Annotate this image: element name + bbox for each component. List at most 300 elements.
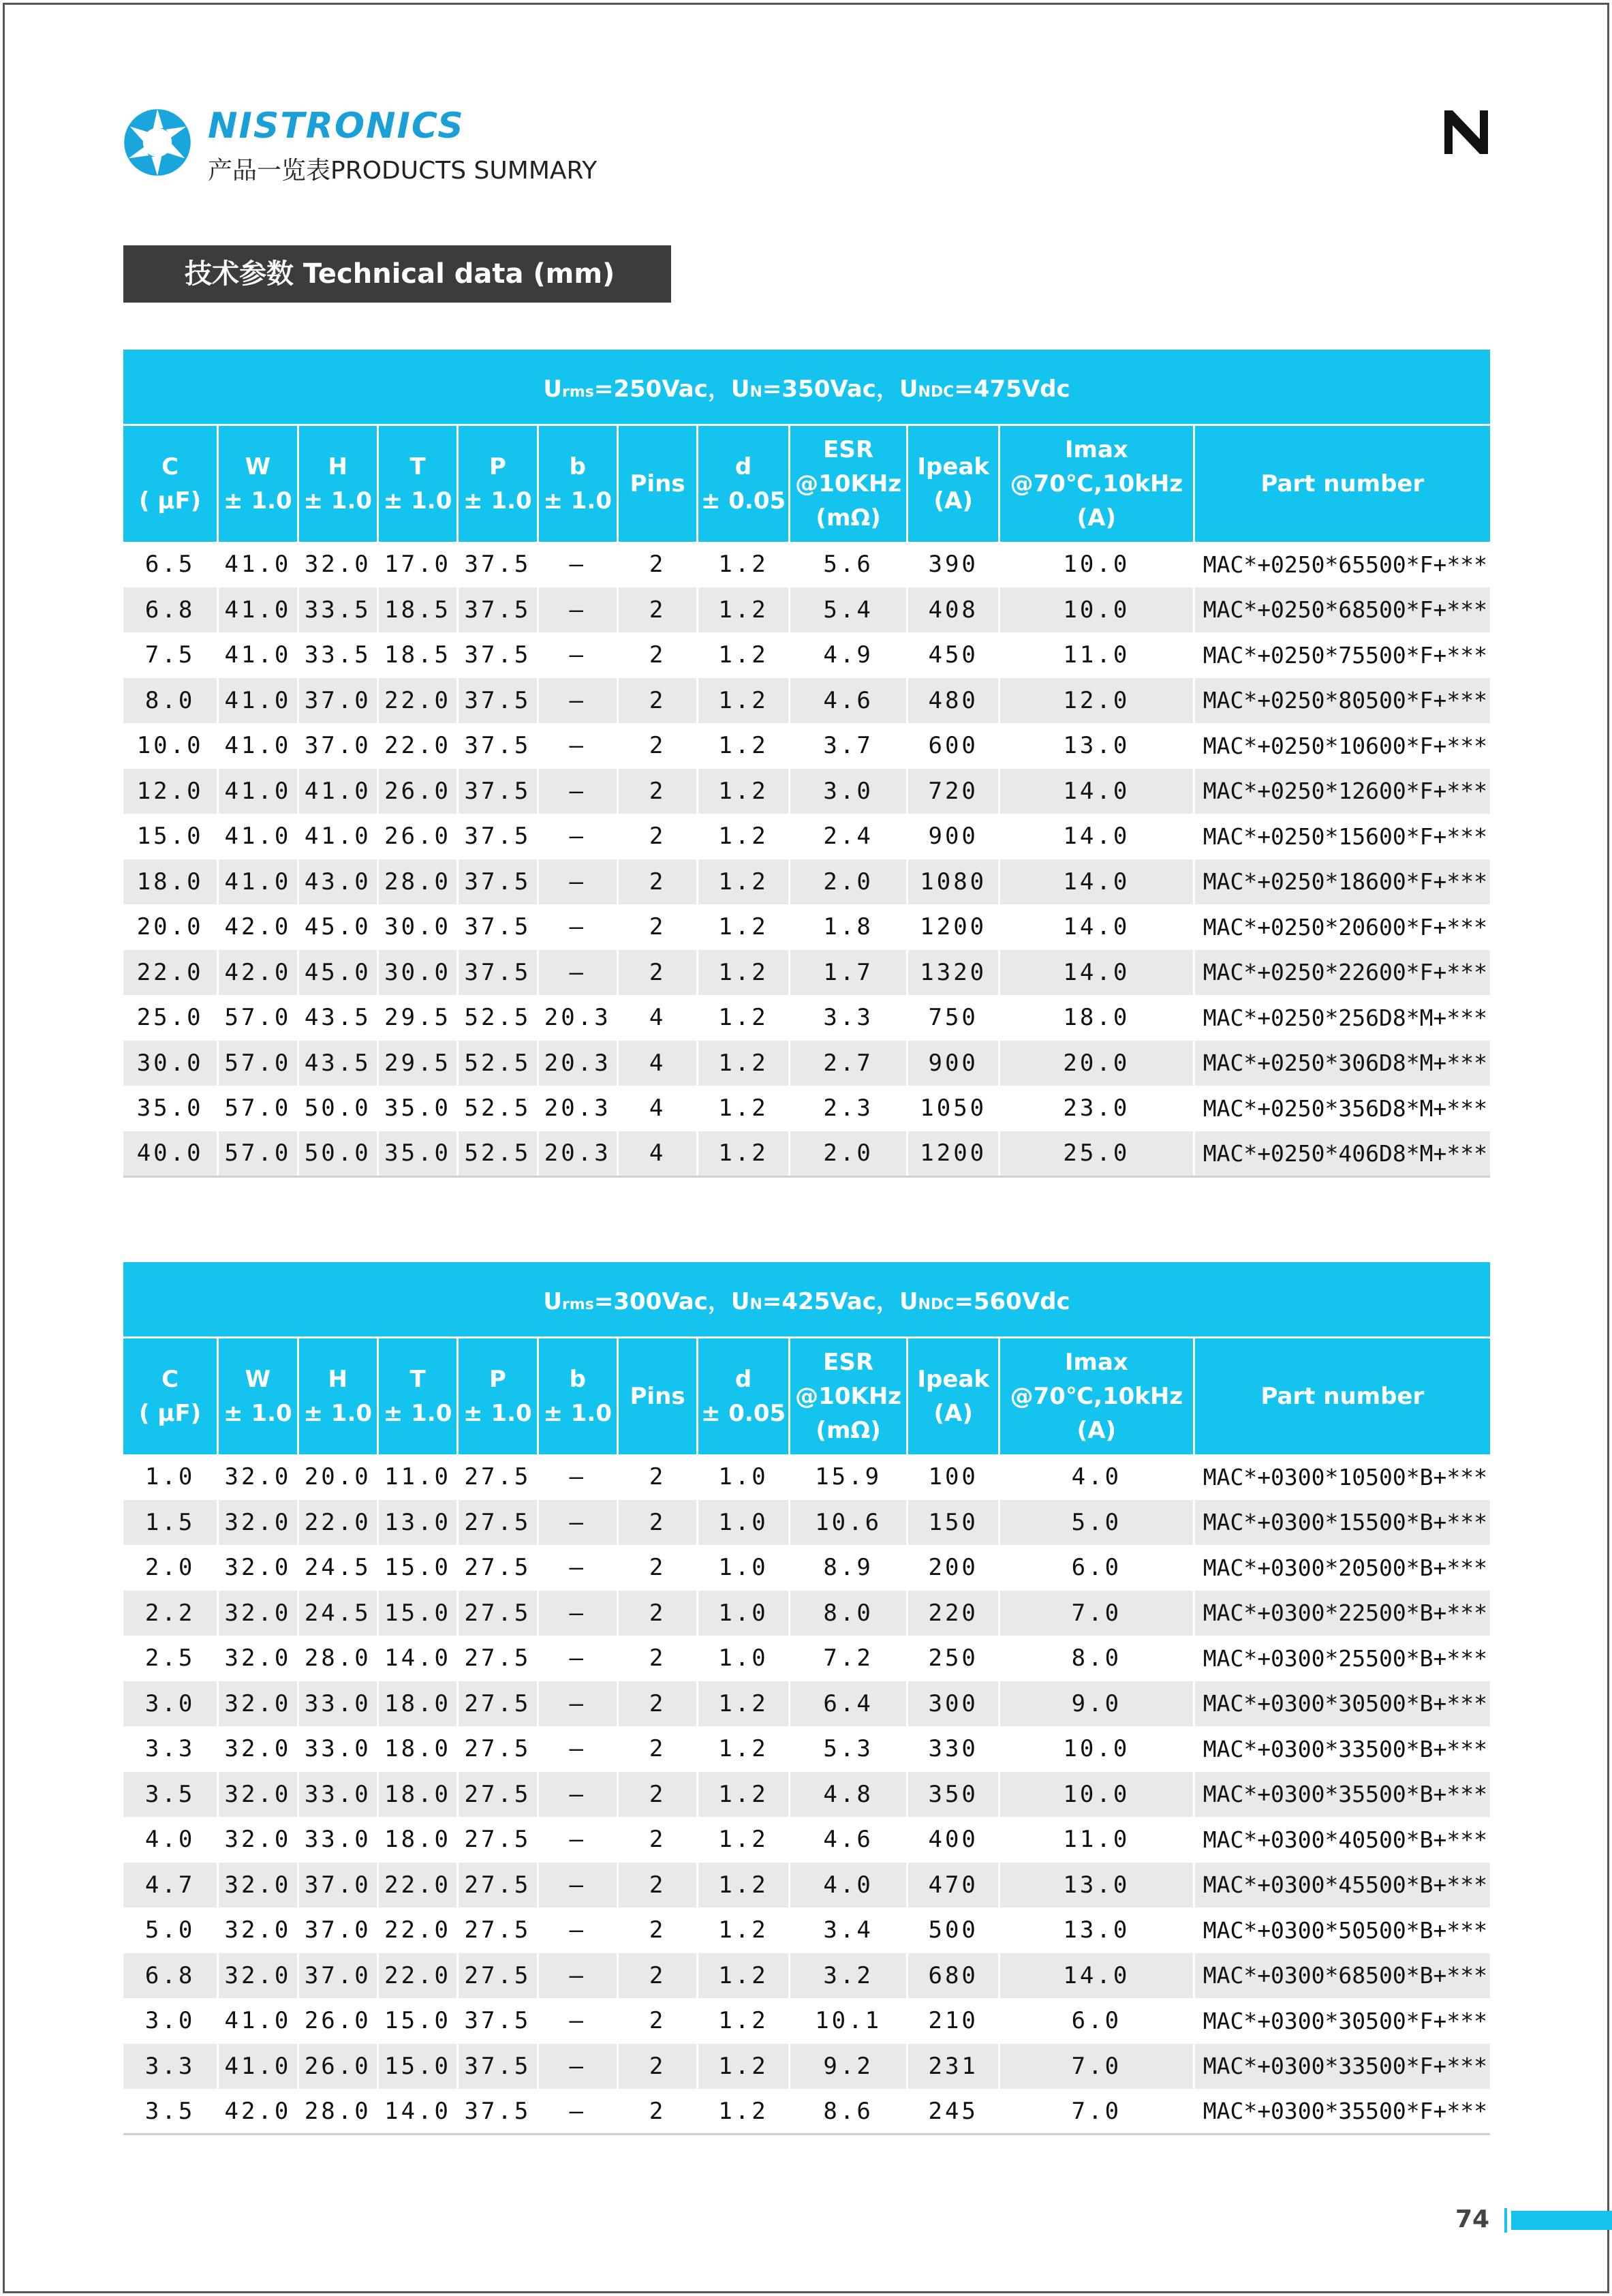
cell-w: 41.0: [218, 542, 298, 587]
cell-w: 32.0: [218, 1636, 298, 1681]
cell-part-number: MAC*+0300*30500*F+***: [1194, 1998, 1490, 2044]
cell-p: 27.5: [458, 1500, 538, 1546]
urms-label: Urms=300Vac，: [543, 1287, 731, 1315]
col-header-line: ± 1.0: [303, 487, 373, 515]
cell-t: 15.0: [377, 1545, 457, 1591]
table-row: [123, 1545, 1490, 1591]
cell-part-number: MAC*+0300*35500*F+***: [1194, 2089, 1490, 2134]
col-header-line: ESR: [823, 1348, 874, 1376]
cell-h: 20.0: [298, 1454, 377, 1500]
cell-esr: 5.6: [789, 542, 907, 587]
cell-t: 15.0: [377, 1998, 457, 2044]
cell-part-number: MAC*+0300*68500*B+***: [1194, 1953, 1490, 1999]
table-row: [123, 769, 1490, 814]
cell-pins: 2: [617, 950, 697, 996]
col-header-line: ESR: [823, 435, 874, 463]
cell-ipeak: 245: [908, 2089, 999, 2134]
cell-t: 18.5: [377, 632, 457, 678]
col-header-line: (A): [933, 1399, 973, 1427]
col-header-line: Imax: [1064, 435, 1128, 463]
cell-imax: 9.0: [999, 1681, 1194, 1727]
cell-ipeak: 1050: [908, 1086, 999, 1131]
cell-c: 1.5: [123, 1500, 218, 1546]
brand-mark-icon: [1439, 105, 1493, 159]
cell-p: 27.5: [458, 1636, 538, 1681]
col-header-line: b: [569, 453, 586, 480]
cell-b: –: [538, 1998, 617, 2044]
table-row: [123, 587, 1490, 633]
col-header-line: (A): [1076, 504, 1117, 532]
cell-w: 41.0: [218, 632, 298, 678]
cell-h: 50.0: [298, 1131, 377, 1177]
cell-part-number: MAC*+0250*80500*F+***: [1194, 678, 1490, 724]
cell-h: 33.0: [298, 1817, 377, 1863]
cell-imax: 11.0: [999, 1817, 1194, 1863]
col-header-line: @70℃,10kHz: [1010, 470, 1183, 498]
cell-pins: 4: [617, 1041, 697, 1086]
cell-p: 37.5: [458, 950, 538, 996]
table-row: [123, 1681, 1490, 1727]
table-header-row: [123, 1337, 1490, 1454]
cell-esr: 8.6: [789, 2089, 907, 2134]
cell-esr: 10.1: [789, 1998, 907, 2044]
cell-t: 29.5: [377, 1041, 457, 1086]
cell-d: 1.0: [698, 1454, 790, 1500]
cell-t: 29.5: [377, 995, 457, 1041]
col-header-line: ± 0.05: [700, 1399, 786, 1427]
cell-p: 27.5: [458, 1681, 538, 1727]
cell-h: 37.0: [298, 1953, 377, 1999]
table-row: [123, 1131, 1490, 1177]
col-header-line: ( μF): [139, 487, 202, 515]
cell-pins: 2: [617, 859, 697, 905]
cell-t: 13.0: [377, 1500, 457, 1546]
cell-esr: 5.4: [789, 587, 907, 633]
cell-imax: 10.0: [999, 587, 1194, 633]
page-bar: [1511, 2211, 1612, 2230]
cell-t: 26.0: [377, 814, 457, 859]
cell-ipeak: 720: [908, 769, 999, 814]
cell-b: –: [538, 1500, 617, 1546]
cell-c: 3.5: [123, 2089, 218, 2134]
cell-b: 20.3: [538, 1086, 617, 1131]
cell-pins: 2: [617, 1998, 697, 2044]
cell-p: 27.5: [458, 1591, 538, 1636]
cell-c: 4.7: [123, 1863, 218, 1908]
cell-d: 1.2: [698, 542, 790, 587]
cell-p: 37.5: [458, 632, 538, 678]
cell-b: –: [538, 1636, 617, 1681]
col-header-line: P: [489, 453, 506, 480]
table-row: [123, 1772, 1490, 1818]
cell-ipeak: 200: [908, 1545, 999, 1591]
cell-t: 18.0: [377, 1772, 457, 1818]
col-header-line: Imax: [1064, 1348, 1128, 1376]
cell-imax: 8.0: [999, 1636, 1194, 1681]
table-row: [123, 1636, 1490, 1681]
cell-h: 26.0: [298, 2044, 377, 2090]
cell-h: 37.0: [298, 1863, 377, 1908]
col-header-pins: [617, 1337, 697, 1454]
cell-h: 41.0: [298, 814, 377, 859]
col-header-t: [377, 1337, 457, 1454]
cell-ipeak: 231: [908, 2044, 999, 2090]
cell-pins: 2: [617, 769, 697, 814]
cell-d: 1.0: [698, 1636, 790, 1681]
cell-c: 15.0: [123, 814, 218, 859]
undc-label: UNDC=560Vdc: [899, 1287, 1070, 1315]
cell-d: 1.2: [698, 1041, 790, 1086]
cell-c: 25.0: [123, 995, 218, 1041]
cell-p: 52.5: [458, 1086, 538, 1131]
page-number: 74: [1455, 2205, 1490, 2233]
cell-w: 32.0: [218, 1545, 298, 1591]
cell-part-number: MAC*+0250*75500*F+***: [1194, 632, 1490, 678]
cell-d: 1.0: [698, 1545, 790, 1591]
cell-h: 37.0: [298, 1908, 377, 1953]
cell-w: 42.0: [218, 950, 298, 996]
cell-d: 1.0: [698, 1591, 790, 1636]
cell-c: 3.5: [123, 1772, 218, 1818]
cell-b: –: [538, 2089, 617, 2134]
col-header-line: P: [489, 1365, 506, 1393]
col-header-line: ± 1.0: [223, 1399, 292, 1427]
col-header-d: [698, 425, 790, 542]
cell-part-number: MAC*+0250*22600*F+***: [1194, 950, 1490, 996]
cell-p: 37.5: [458, 904, 538, 950]
cell-pins: 2: [617, 1863, 697, 1908]
table-row: [123, 1998, 1490, 2044]
cell-imax: 14.0: [999, 859, 1194, 905]
cell-part-number: MAC*+0250*356D8*M+***: [1194, 1086, 1490, 1131]
col-header-line: C: [161, 453, 179, 480]
cell-h: 37.0: [298, 678, 377, 724]
cell-c: 4.0: [123, 1817, 218, 1863]
cell-p: 37.5: [458, 859, 538, 905]
cell-c: 6.8: [123, 587, 218, 633]
col-header-c: [123, 1337, 218, 1454]
cell-esr: 8.9: [789, 1545, 907, 1591]
cell-d: 1.2: [698, 859, 790, 905]
table-row: [123, 859, 1490, 905]
cell-esr: 10.6: [789, 1500, 907, 1546]
cell-b: –: [538, 2044, 617, 2090]
cell-ipeak: 250: [908, 1636, 999, 1681]
col-header-line: (A): [1076, 1416, 1117, 1444]
col-header-line: T: [409, 453, 426, 480]
cell-t: 18.5: [377, 587, 457, 633]
spec-table-250vac: [123, 350, 1490, 1178]
cell-ipeak: 680: [908, 1953, 999, 1999]
cell-pins: 2: [617, 1726, 697, 1772]
table-row: [123, 542, 1490, 587]
cell-pins: 2: [617, 2089, 697, 2134]
col-header-part-number: [1194, 425, 1490, 542]
cell-p: 37.5: [458, 2044, 538, 2090]
col-header-ipeak: [908, 425, 999, 542]
cell-pins: 2: [617, 1500, 697, 1546]
table-row: [123, 1817, 1490, 1863]
table-row: [123, 814, 1490, 859]
cell-pins: 2: [617, 1681, 697, 1727]
cell-h: 24.5: [298, 1545, 377, 1591]
cell-imax: 7.0: [999, 1591, 1194, 1636]
cell-d: 1.2: [698, 1681, 790, 1727]
cell-imax: 14.0: [999, 904, 1194, 950]
cell-ipeak: 480: [908, 678, 999, 724]
cell-b: –: [538, 950, 617, 996]
cell-esr: 15.9: [789, 1454, 907, 1500]
table-row: [123, 2044, 1490, 2090]
cell-h: 28.0: [298, 2089, 377, 2134]
cell-d: 1.2: [698, 950, 790, 996]
logo-icon: [121, 106, 193, 179]
col-header-line: Ipeak: [917, 453, 989, 480]
cell-b: –: [538, 1772, 617, 1818]
table-condition: [123, 1262, 1490, 1337]
cell-w: 32.0: [218, 1772, 298, 1818]
cell-imax: 13.0: [999, 1908, 1194, 1953]
col-header-p: [458, 425, 538, 542]
cell-ipeak: 1200: [908, 904, 999, 950]
cell-esr: 4.6: [789, 678, 907, 724]
cell-part-number: MAC*+0250*18600*F+***: [1194, 859, 1490, 905]
cell-pins: 2: [617, 587, 697, 633]
table-condition: [123, 350, 1490, 425]
cell-esr: 2.0: [789, 859, 907, 905]
cell-w: 57.0: [218, 1131, 298, 1177]
cell-imax: 10.0: [999, 542, 1194, 587]
table-body: [123, 542, 1490, 1176]
cell-esr: 3.7: [789, 723, 907, 769]
col-header-line: d: [734, 1365, 752, 1393]
table-row: [123, 904, 1490, 950]
col-header-w: [218, 425, 298, 542]
col-header-line: Part number: [1260, 1382, 1425, 1410]
cell-t: 11.0: [377, 1454, 457, 1500]
cell-part-number: MAC*+0300*10500*B+***: [1194, 1454, 1490, 1500]
cell-d: 1.2: [698, 1772, 790, 1818]
cell-d: 1.2: [698, 1817, 790, 1863]
cell-p: 27.5: [458, 1545, 538, 1591]
cell-b: –: [538, 769, 617, 814]
cell-esr: 2.3: [789, 1086, 907, 1131]
cell-esr: 4.9: [789, 632, 907, 678]
cell-imax: 20.0: [999, 1041, 1194, 1086]
col-header-line: H: [328, 453, 347, 480]
cell-part-number: MAC*+0300*30500*B+***: [1194, 1681, 1490, 1727]
col-header-line: ± 1.0: [543, 1399, 613, 1427]
cell-p: 37.5: [458, 542, 538, 587]
cell-h: 33.0: [298, 1772, 377, 1818]
col-header-line: T: [409, 1365, 426, 1393]
cell-b: –: [538, 723, 617, 769]
cell-imax: 7.0: [999, 2089, 1194, 2134]
cell-h: 33.0: [298, 1681, 377, 1727]
col-header-p: [458, 1337, 538, 1454]
cell-c: 22.0: [123, 950, 218, 996]
col-header-line: @70℃,10kHz: [1010, 1382, 1183, 1410]
cell-part-number: MAC*+0300*40500*B+***: [1194, 1817, 1490, 1863]
cell-pins: 2: [617, 678, 697, 724]
cell-imax: 18.0: [999, 995, 1194, 1041]
cell-c: 1.0: [123, 1454, 218, 1500]
table-row: [123, 1500, 1490, 1546]
table-row: [123, 1863, 1490, 1908]
col-header-line: ± 1.0: [543, 487, 613, 515]
urms-label: Urms=250Vac，: [543, 375, 731, 403]
cell-p: 27.5: [458, 1454, 538, 1500]
cell-esr: 8.0: [789, 1591, 907, 1636]
cell-pins: 4: [617, 995, 697, 1041]
cell-esr: 9.2: [789, 2044, 907, 2090]
cell-pins: 2: [617, 904, 697, 950]
cell-c: 2.0: [123, 1545, 218, 1591]
table-row: [123, 1726, 1490, 1772]
col-header-esr: [789, 425, 907, 542]
cell-esr: 4.6: [789, 1817, 907, 1863]
table-row: [123, 678, 1490, 724]
table-row: [123, 1086, 1490, 1131]
col-header-line: ± 1.0: [303, 1399, 373, 1427]
cell-d: 1.2: [698, 1726, 790, 1772]
cell-w: 57.0: [218, 995, 298, 1041]
un-label: UN=350Vac，: [730, 375, 899, 403]
cell-c: 2.5: [123, 1636, 218, 1681]
cell-h: 41.0: [298, 769, 377, 814]
cell-part-number: MAC*+0300*25500*B+***: [1194, 1636, 1490, 1681]
col-header-line: C: [161, 1365, 179, 1393]
cell-p: 37.5: [458, 769, 538, 814]
cell-t: 18.0: [377, 1681, 457, 1727]
cell-h: 50.0: [298, 1086, 377, 1131]
cell-d: 1.2: [698, 2044, 790, 2090]
cell-w: 57.0: [218, 1086, 298, 1131]
cell-w: 41.0: [218, 678, 298, 724]
cell-ipeak: 450: [908, 632, 999, 678]
cell-b: 20.3: [538, 1131, 617, 1177]
table-row: [123, 1591, 1490, 1636]
cell-ipeak: 408: [908, 587, 999, 633]
col-header-line: @10KHz: [795, 1382, 902, 1410]
cell-w: 42.0: [218, 904, 298, 950]
cell-part-number: MAC*+0300*33500*F+***: [1194, 2044, 1490, 2090]
cell-pins: 2: [617, 723, 697, 769]
col-header-line: ± 1.0: [223, 487, 292, 515]
cell-imax: 14.0: [999, 769, 1194, 814]
cell-h: 45.0: [298, 904, 377, 950]
table-row: [123, 1953, 1490, 1999]
cell-t: 26.0: [377, 769, 457, 814]
cell-pins: 2: [617, 1953, 697, 1999]
cell-ipeak: 1080: [908, 859, 999, 905]
col-header-line: d: [734, 453, 752, 480]
cell-ipeak: 900: [908, 1041, 999, 1086]
cell-imax: 14.0: [999, 950, 1194, 996]
cell-pins: 2: [617, 1545, 697, 1591]
cell-d: 1.2: [698, 1908, 790, 1953]
cell-h: 32.0: [298, 542, 377, 587]
cell-w: 42.0: [218, 2089, 298, 2134]
cell-t: 35.0: [377, 1086, 457, 1131]
cell-ipeak: 750: [908, 995, 999, 1041]
cell-d: 1.2: [698, 1953, 790, 1999]
cell-ipeak: 1200: [908, 1131, 999, 1177]
cell-ipeak: 220: [908, 1591, 999, 1636]
cell-esr: 2.4: [789, 814, 907, 859]
cell-ipeak: 100: [908, 1454, 999, 1500]
cell-part-number: MAC*+0300*20500*B+***: [1194, 1545, 1490, 1591]
cell-d: 1.2: [698, 2089, 790, 2134]
cell-imax: 10.0: [999, 1772, 1194, 1818]
cell-b: –: [538, 587, 617, 633]
cell-d: 1.2: [698, 723, 790, 769]
cell-w: 57.0: [218, 1041, 298, 1086]
col-header-line: W: [245, 453, 271, 480]
cell-c: 7.5: [123, 632, 218, 678]
cell-part-number: MAC*+0250*256D8*M+***: [1194, 995, 1490, 1041]
cell-b: –: [538, 1591, 617, 1636]
cell-d: 1.2: [698, 1131, 790, 1177]
cell-imax: 25.0: [999, 1131, 1194, 1177]
cell-part-number: MAC*+0300*45500*B+***: [1194, 1863, 1490, 1908]
cell-p: 27.5: [458, 1953, 538, 1999]
col-header-line: (mΩ): [816, 1416, 881, 1444]
cell-h: 45.0: [298, 950, 377, 996]
cell-h: 24.5: [298, 1591, 377, 1636]
cell-t: 22.0: [377, 1908, 457, 1953]
cell-t: 17.0: [377, 542, 457, 587]
cell-b: –: [538, 1817, 617, 1863]
cell-esr: 4.0: [789, 1863, 907, 1908]
table-row: [123, 723, 1490, 769]
col-header-ipeak: [908, 1337, 999, 1454]
cell-part-number: MAC*+0300*35500*B+***: [1194, 1772, 1490, 1818]
cell-p: 37.5: [458, 723, 538, 769]
cell-c: 30.0: [123, 1041, 218, 1086]
cell-b: –: [538, 1545, 617, 1591]
cell-w: 32.0: [218, 1454, 298, 1500]
cell-part-number: MAC*+0250*65500*F+***: [1194, 542, 1490, 587]
cell-b: –: [538, 678, 617, 724]
cell-w: 32.0: [218, 1908, 298, 1953]
cell-ipeak: 600: [908, 723, 999, 769]
cell-ipeak: 400: [908, 1817, 999, 1863]
cell-imax: 10.0: [999, 1726, 1194, 1772]
cell-part-number: MAC*+0300*22500*B+***: [1194, 1591, 1490, 1636]
cell-t: 18.0: [377, 1726, 457, 1772]
cell-d: 1.2: [698, 678, 790, 724]
col-header-part-number: [1194, 1337, 1490, 1454]
col-header-pins: [617, 425, 697, 542]
cell-ipeak: 300: [908, 1681, 999, 1727]
cell-ipeak: 350: [908, 1772, 999, 1818]
cell-c: 3.3: [123, 2044, 218, 2090]
cell-esr: 1.8: [789, 904, 907, 950]
cell-t: 15.0: [377, 1591, 457, 1636]
cell-pins: 2: [617, 2044, 697, 2090]
cell-imax: 13.0: [999, 1863, 1194, 1908]
cell-t: 22.0: [377, 678, 457, 724]
cell-d: 1.2: [698, 814, 790, 859]
cell-d: 1.2: [698, 904, 790, 950]
col-header-line: Part number: [1260, 470, 1425, 498]
cell-w: 41.0: [218, 2044, 298, 2090]
cell-pins: 2: [617, 814, 697, 859]
cell-c: 3.0: [123, 1681, 218, 1727]
cell-part-number: MAC*+0250*406D8*M+***: [1194, 1131, 1490, 1177]
cell-t: 30.0: [377, 950, 457, 996]
